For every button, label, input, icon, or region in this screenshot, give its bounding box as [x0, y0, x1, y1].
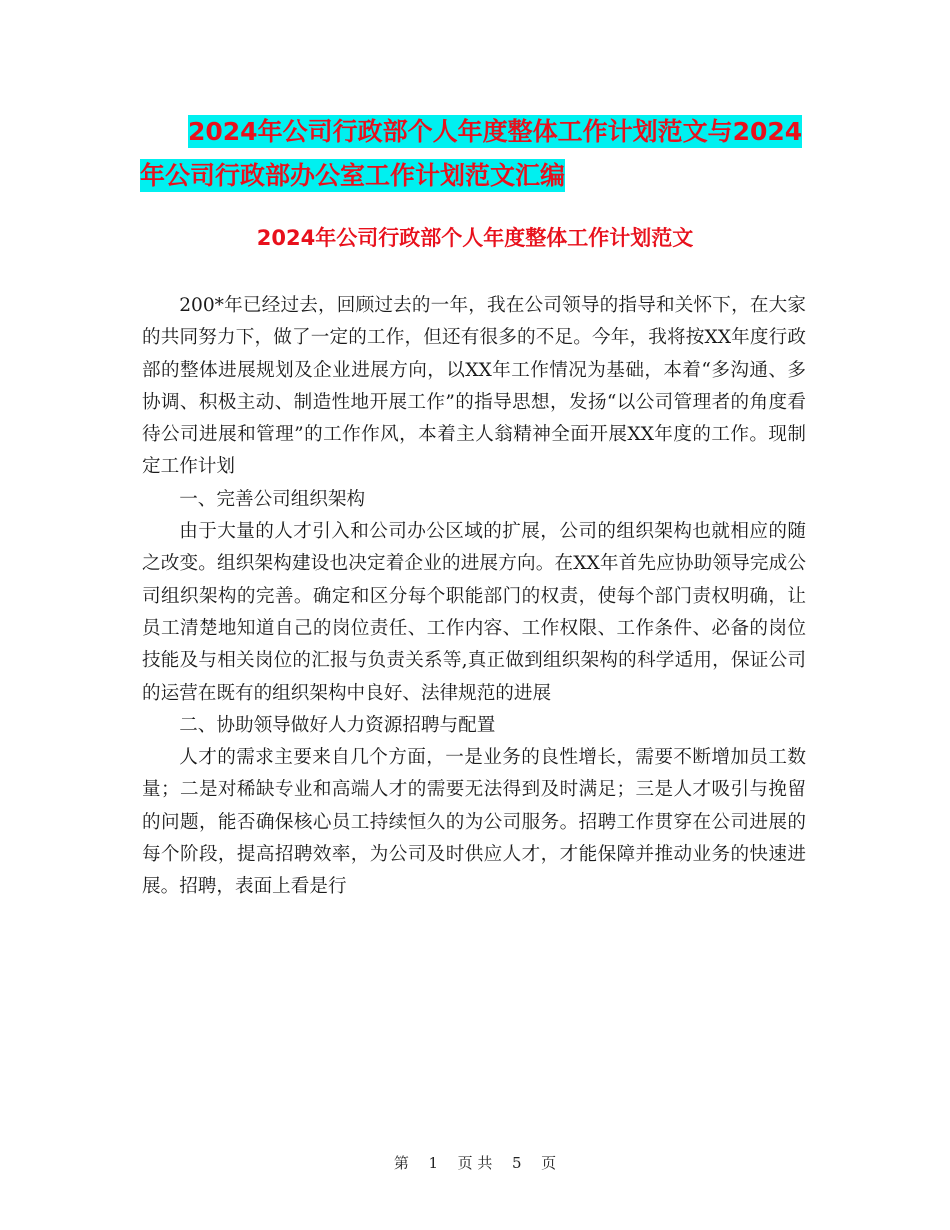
- paragraph-section-1: 由于大量的人才引入和公司办公区域的扩展，公司的组织架构也就相应的随之改变。组织架构建设也决定着企业的进展方向。在XX年首先应协助领导完成公司组织架构的完善。确定和区分每个职能部门的权责，使每个部门责权明确，让员工清楚地知道自己的岗位责任、工作内容、工作权限、工作条件、必备的岗位技能及与相关岗位的汇报与负责关系等,真正做到组织架构的科学适用，保证公司的运营在既有的组织架构中良好、法律规范的进展: [142, 521, 806, 704]
- page-footer: [0, 1152, 950, 1173]
- footer-prefix: 第: [393, 1154, 409, 1172]
- heading-section-1: 一、完善公司组织架构: [179, 488, 366, 510]
- paragraph-section-2: 人才的需求主要来自几个方面，一是业务的良性增长，需要不断增加员工数量；二是对稀缺专业和高端人才的需要无法得到及时满足；三是人才吸引与挽留的问题，能否确保核心员工持续恒久的为公司服务。招聘工作贯穿在公司进展的每个阶段，提高招聘效率，为公司及时供应人才，才能保障并推动业务的快速进展。招聘，表面上看是行: [142, 747, 806, 898]
- footer-suffix: 页: [541, 1154, 557, 1172]
- total-page-count: 5: [511, 1154, 522, 1172]
- heading-section-2: 二、协助领导做好人力资源招聘与配置: [179, 714, 496, 736]
- current-page-number: 1: [428, 1154, 439, 1172]
- document-body: [142, 290, 806, 904]
- paragraph-intro: 200*年已经过去，回顾过去的一年，我在公司领导的指导和关怀下，在大家的共同努力下，做了一定的工作，但还有很多的不足。今年，我将按XX年度行政部的整体进展规划及企业进展方向，以XX年工作情况为基础，本着“多沟通、多协调、积极主动、制造性地开展工作”的指导思想，发扬“以公司管理者的角度看待公司进展和管理”的工作作风，本着主人翁精神全面开展XX年度的工作。现制定工作计划: [142, 295, 806, 478]
- title-line-2: 年公司行政部办公室工作计划范文汇编: [140, 161, 566, 190]
- document-title: [140, 110, 820, 198]
- title-line-1: 2024年公司行政部个人年度整体工作计划范文与2024: [188, 117, 803, 146]
- section-title: 2024年公司行政部个人年度整体工作计划范文: [256, 226, 694, 250]
- footer-middle: 页 共: [457, 1154, 493, 1172]
